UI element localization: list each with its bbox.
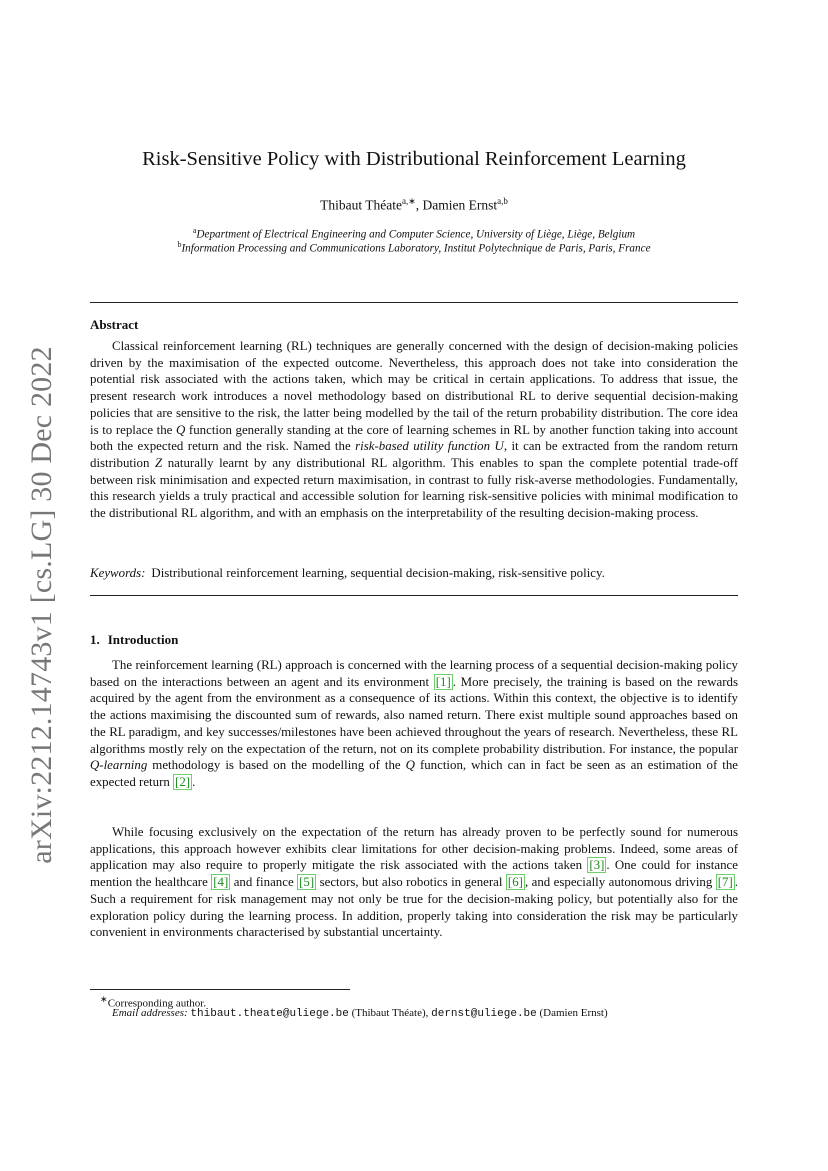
author-affiliation-mark: a,∗ [401, 196, 416, 206]
citation-link[interactable]: [1] [435, 674, 451, 689]
abstract-text: Classical reinforcement learning (RL) techniques are generally concerned with the design of decision-making policies driven by the maximisation of the expected outcome. Nevertheless, this approach does not take into consideration the potential risk associated with the actions taken, which may be critical in certain applications. To address that issue, the present research work introduces a novel methodology based on distributional RL to derive sequential decision-making policies that are sensitive to the risk, the latter being modelled by the tail of the return probability distribution. The core idea is to replace the Q function generally standing at the core of learning schemes in RL by another function taking into account both the expected return and the risk. Named the risk-based utility function U, it can be extracted from the random return distribution Z naturally learnt by any distributional RL algorithm. This enables to span the complete potential trade-off between risk minimisation and expected return maximisation, in contrast to fully risk-averse methodologies. Fundamentally, this research yields a truly practical and accessible solution for learning risk-sensitive policies with minimal modification to the distributional RL algorithm, and with an emphasis on the interpretability of the resulting decision-making process. [90, 339, 739, 521]
citation-link[interactable]: [3] [589, 858, 605, 873]
intro-paragraph-1: The reinforcement learning (RL) approach is concerned with the learning process of a sequential decision-making policy based on the interactions between an agent and its environment [1] . More precisely, the training is based on the rewards acquired by the agent from the environment as a consequence of its actions. Within this context, the objective is to identify the actions maximising the discounted sum of rewards, also named return. There exist multiple sound approaches based on the RL paradigm, and key successes/milestones have been achieved throughout the years of research. Nevertheless, these RL algorithms mostly rely on the expectation of the return, not on its complete probability distribution. For instance, the popular Q-learning methodology is based on the modelling of the Q function, which can in fact be seen as an estimation of the expected return [2] . [90, 658, 738, 789]
author-affiliation-mark: a,b [497, 196, 508, 206]
footnote-mark: ∗ [100, 994, 108, 1004]
author-name: Thibaut Théate [320, 197, 402, 213]
citation-link[interactable]: [2] [175, 774, 191, 789]
abstract-top-rule [90, 302, 738, 303]
section-heading [90, 632, 178, 648]
footnote-text: Corresponding author. [107, 997, 207, 1010]
section-title: Introduction [107, 632, 179, 647]
keywords-label: Keywords: [90, 566, 146, 580]
arxiv-identifier: arXiv:2212.14743v1 [cs.LG] 30 Dec 2022 [25, 346, 58, 864]
abstract-bottom-rule [90, 595, 738, 596]
affiliation-mark: a [192, 226, 197, 235]
affiliation-text: Information Processing and Communications Laboratory, Institut Polytechnique de Paris, Paris, France [181, 242, 651, 255]
citation-link[interactable]: [5] [299, 875, 315, 890]
email-link[interactable]: thibaut.theate@uliege.be [190, 1008, 349, 1020]
citation-link[interactable]: [7] [717, 875, 733, 890]
footnote-rule [90, 989, 350, 990]
citation-link[interactable]: [6] [507, 875, 523, 890]
arxiv-stamp [22, 346, 62, 864]
author-separator: , [415, 197, 423, 213]
keywords-text: Distributional reinforcement learning, sequential decision-making, risk-sensitive policy. [151, 566, 605, 580]
paper-title: Risk-Sensitive Policy with Distributional Reinforcement Learning [142, 148, 686, 170]
abstract-heading: Abstract [90, 317, 139, 332]
section-number: 1. [90, 632, 100, 647]
keywords [90, 566, 738, 581]
citation-link[interactable]: [4] [213, 875, 229, 890]
author-list [90, 196, 738, 214]
intro-paragraph-2: While focusing exclusively on the expectation of the return has already proven to be perfectly sound for numerous applications, this approach however exhibits clear limitations for other decision-making problems. Indeed, some areas of application may also require to properly mitigate the risk associated with the actions taken [3] . One could for instance mention the healthcare [4] and finance [5] sectors, but also robotics in general [6] , and especially autonomous driving [7] . Such a requirement for risk management may not only be true for the decision-making policy, but potentially also for the exploration policy during the learning process. In addition, properly taking into consideration the risk may be particularly convenient in environments characterised by substantial uncertainty. [90, 825, 739, 940]
affiliation-b [90, 240, 738, 255]
footnote-emails: Email addresses: thibaut.theate@uliege.be (Thibaut Théate), dernst@uliege.be (Damien Ernst) [112, 1007, 608, 1020]
author-name: Damien Ernst [422, 197, 498, 213]
email-link[interactable]: dernst@uliege.be [431, 1008, 537, 1020]
affiliation-text: Department of Electrical Engineering and Computer Science, University of Liège, Liège, Belgium [196, 228, 636, 241]
affiliation-a [90, 226, 738, 241]
affiliation-mark: b [177, 240, 182, 249]
email-label: Email addresses: [112, 1007, 188, 1019]
